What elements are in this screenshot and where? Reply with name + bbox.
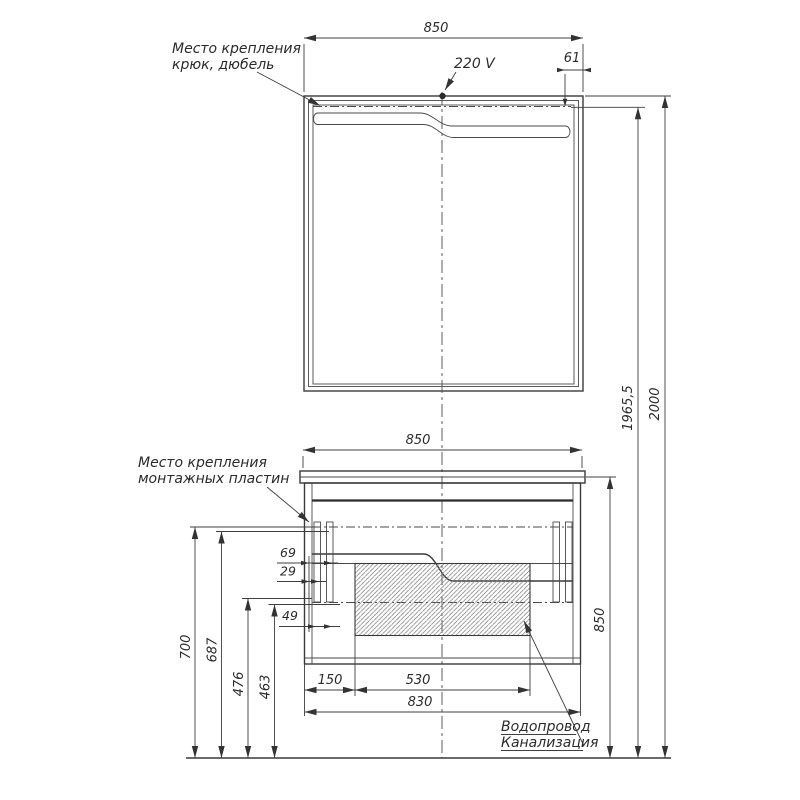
- mirror-frame-inner: [309, 101, 579, 387]
- dim-mirror-width: [304, 21, 583, 92]
- annotation-plumbing: [501, 621, 598, 751]
- dim-text-plate-offset-1: 69: [280, 545, 296, 560]
- plate-mount-label-line1: Место крепления: [138, 455, 267, 471]
- dim-text-cabinet-inner-width: 830: [407, 695, 433, 710]
- dim-bottom-group: [305, 636, 581, 717]
- cabinet-front-view: [300, 471, 585, 664]
- dim-text-service-offset: 150: [317, 673, 343, 688]
- arrowhead: [302, 579, 310, 583]
- plumbing-label-line1: Водопровод: [501, 719, 591, 735]
- mirror-front-view: [304, 96, 583, 391]
- mirror-frame-outer: [304, 96, 583, 391]
- mounting-plate-right-b: [566, 522, 573, 602]
- annotation-mirror-mount: [172, 41, 320, 106]
- arrowhead: [324, 624, 332, 628]
- dim-text-plate-offset-3: 49: [282, 608, 298, 623]
- arrowhead: [557, 68, 565, 73]
- mounting-plate-right-a: [553, 522, 560, 602]
- dim-text-hook-height: 1965,5: [621, 385, 636, 431]
- dim-plate-offsets: [277, 545, 340, 632]
- arrowhead: [311, 579, 319, 583]
- dim-cabinet-width: [303, 433, 582, 468]
- service-area-hatch: [355, 564, 530, 636]
- dim-text-hook-offset: 61: [563, 51, 581, 66]
- arrowhead: [583, 68, 591, 73]
- arrowhead: [324, 561, 332, 565]
- annotation-plate-mount: [138, 455, 309, 522]
- mounting-plate-left-a: [314, 522, 321, 602]
- power-leader: [445, 72, 456, 90]
- power-label: 220 V: [454, 56, 495, 72]
- dim-text-service-width: 530: [405, 673, 431, 688]
- mirror-glass-edge: [313, 105, 574, 384]
- mirror-mount-label-line1: Место крепления: [172, 41, 301, 57]
- dim-hook-height: [571, 107, 645, 758]
- mirror-mount-leader: [257, 72, 320, 106]
- dim-hook-offset: [557, 51, 591, 107]
- dim-text-plate-offset-2: 29: [280, 563, 296, 579]
- plumbing-label-line2: Канализация: [501, 735, 599, 751]
- dim-text-cabinet-height: 850: [593, 607, 608, 633]
- plate-mount-leader: [267, 487, 309, 522]
- dim-text-mount-height-3: 476: [232, 671, 247, 697]
- dim-text-mirror-width: 850: [423, 21, 449, 36]
- annotation-power: [439, 56, 496, 99]
- dim-mount-height-687: [206, 532, 330, 759]
- dim-cabinet-height: [586, 477, 616, 758]
- dim-text-mount-height-2: 687: [205, 637, 221, 663]
- plate-mount-label-line2: монтажных пластин: [138, 471, 290, 487]
- dim-text-mount-height-4: 463: [258, 674, 274, 700]
- dim-text-cabinet-width: 850: [405, 433, 431, 448]
- power-connection-point: [439, 93, 445, 99]
- dim-text-mount-height-1: 700: [179, 634, 194, 660]
- mirror-mount-label-line2: крюк, дюбель: [172, 57, 275, 73]
- dim-text-total-height: 2000: [648, 387, 663, 421]
